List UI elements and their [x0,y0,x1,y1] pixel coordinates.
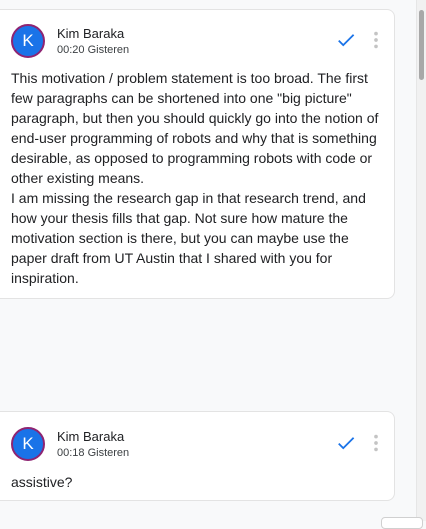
avatar: K [11,24,45,58]
more-vert-icon [365,29,387,51]
comment-author: Kim Baraka [57,429,125,444]
comment-author: Kim Baraka [57,26,125,41]
comment-timestamp: 00:18 Gisteren [57,447,130,459]
comment-card[interactable] [0,411,395,501]
resolve-button[interactable] [335,29,357,51]
checkmark-icon [335,29,357,51]
comment-timestamp: 00:20 Gisteren [57,44,130,56]
more-vert-icon [365,432,387,454]
more-options-button[interactable] [365,432,387,454]
comment-card[interactable] [0,9,395,299]
checkmark-icon [335,432,357,454]
avatar: K [11,427,45,461]
comment-text: This motivation / problem statement is too broad. The first few paragraphs can be shortened into one "big picture" paragraph, but then you should quickly go into the notion of end-user programming of robots and why that is something desirable, as opposed to programming robots with code or other existing means. I am missing the research gap in that research trend, and how your thesis fills that gap. Not sure how mature the motivation section is there, but you can maybe use the paper draft from UT Austin that I shared with you for inspiration. [11,70,379,286]
partial-control [381,517,423,529]
scrollbar[interactable] [416,0,426,521]
resolve-button[interactable] [335,432,357,454]
more-options-button[interactable] [365,29,387,51]
scrollbar-thumb[interactable] [419,10,424,80]
comment-text: assistive? [11,474,73,490]
